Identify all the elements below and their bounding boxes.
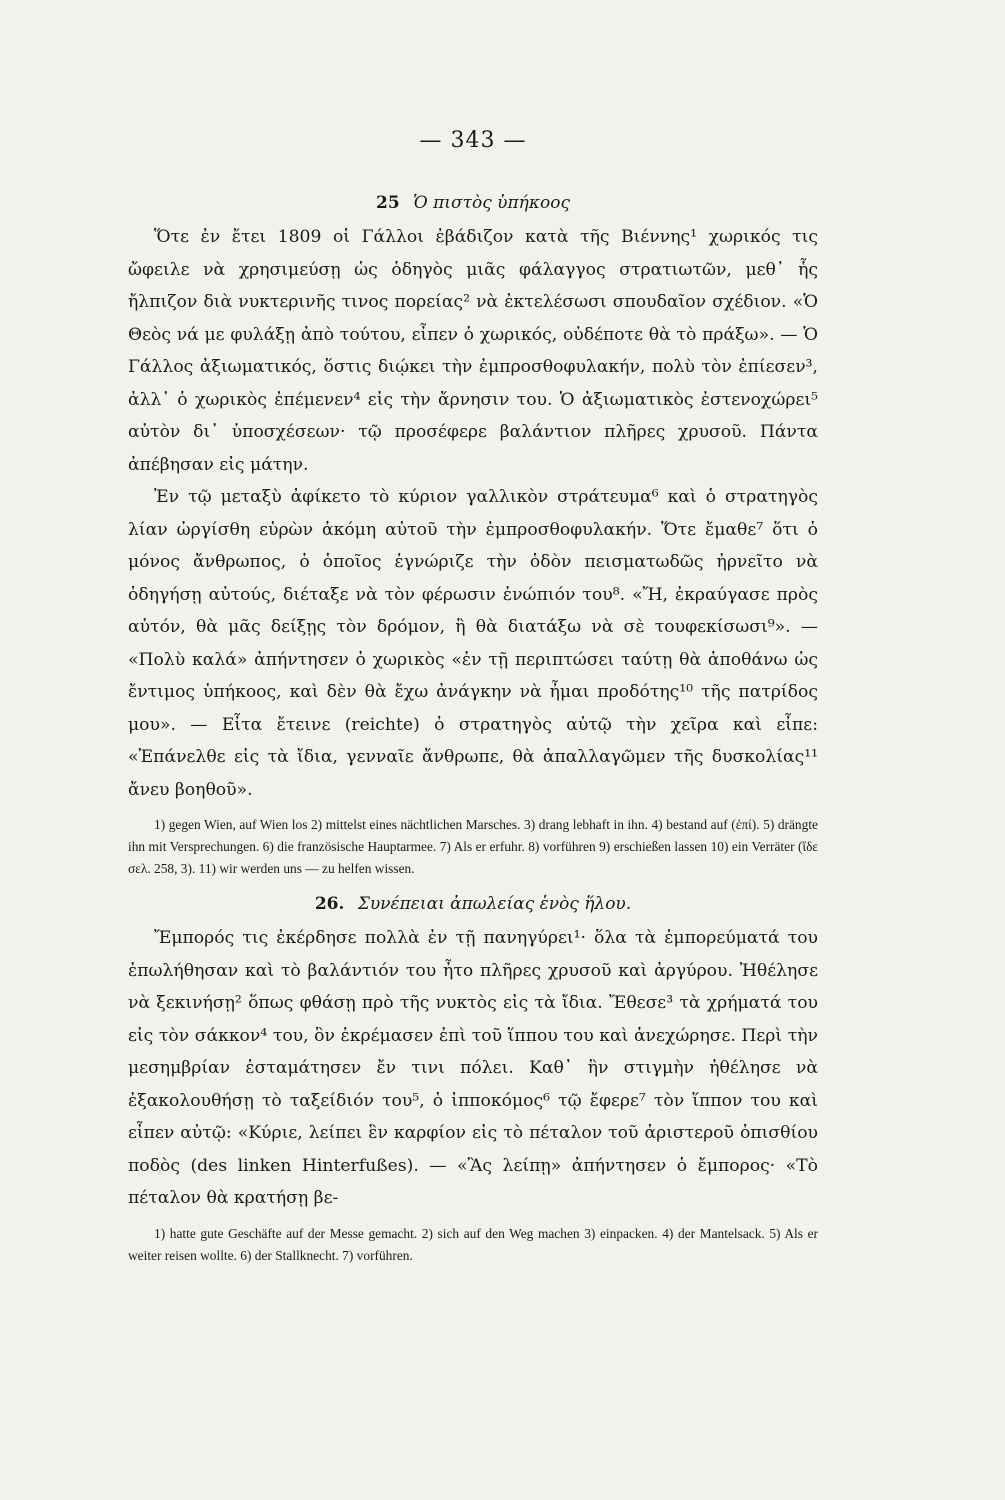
document-page <box>128 128 818 1281</box>
section-title <box>128 193 818 213</box>
section-heading: Συνέπειαι ἀπωλείας ἑνὸς ἥλου. <box>357 894 632 914</box>
footnotes: 1) gegen Wien, auf Wien los 2) mittelst eines nächtlichen Marsches. 3) drang lebhaft in ihn. 4) bestand auf (ἐπί). 5) drängte ihn mit Versprechungen. 6) die französische Hauptarmee. 7) Als er erfuhr. 8) vorführen 9) erschießen lassen 10) ein Verräter (ἴδε σελ. 258, 3). 11) wir werden uns — zu helfen wissen. <box>128 817 818 876</box>
section-number: 26. <box>314 894 345 914</box>
page-number: — 343 — <box>419 128 527 153</box>
section-title <box>128 894 818 914</box>
paragraph: Ὅτε ἐν ἔτει 1809 οἱ Γάλλοι ἐβάδιζον κατὰ τῆς Βιέννης¹ χωρικός τις ὤφειλε νὰ χρησιμεύσῃ ὡς ὁδηγὸς μιᾶς φάλαγγος στρατιωτῶν, μεθ᾽ ἧς ἤλπιζον διὰ νυκτερινῆς τινος πορείας² νὰ ἐκτελέσωσι σπουδαῖον σχέδιον. «Ὁ Θεὸς νά με φυλάξῃ ἀπὸ τούτου, εἶπεν ὁ χωρικός, οὐδέποτε θὰ τὸ πράξω». — Ὁ Γάλλος ἀξιωματικός, ὅστις διῴκει τὴν ἐμπροσθοφυλακήν, πολὺ τὸν ἐπίεσεν³, ἀλλ᾽ ὁ χωρικὸς ἐπέμενεν⁴ εἰς τὴν ἄρνησιν του. Ὁ ἀξιωματικὸς ἐστενοχώρει⁵ αὐτὸν δι᾽ ὑποσχέσεων· τῷ προσέφερε βαλάντιον πλῆρες χρυσοῦ. Πάντα ἀπέβησαν εἰς μάτην. <box>128 227 818 475</box>
section-heading: Ὁ πιστὸς ὑπήκοος <box>413 193 570 213</box>
paragraph: Ἐν τῷ μεταξὺ ἀφίκετο τὸ κύριον γαλλικὸν στράτευμα⁶ καὶ ὁ στρατηγὸς λίαν ὠργίσθη εὑρὼν ἀκόμη αὐτοῦ τὴν ἐμπροσθοφυλακήν. Ὅτε ἔμαθε⁷ ὅτι ὁ μόνος ἄνθρωπος, ὁ ὁποῖος ἐγνώριζε τὴν ὁδὸν πεισματωδῶς ἠρνεῖτο νὰ ὁδηγήσῃ αὐτούς, διέταξε νὰ τὸν φέρωσιν ἐνώπιόν του⁸. «Ἤ, ἐκραύγασε πρὸς αὐτόν, θὰ μᾶς δείξῃς τὸν δρόμον, ἢ θὰ διατάξω νὰ σὲ τουφεκίσωσι⁹». — «Πολὺ καλά» ἀπήντησεν ὁ χωρικὸς «ἐν τῇ περιπτώσει ταύτῃ θὰ ἀποθάνω ὡς ἔντιμος ὑπήκοος, καὶ δὲν θὰ ἔχω ἀνάγκην νὰ ἦμαι προδότης¹⁰ τῆς πατρίδος μου». — Εἶτα ἔτεινε (reichte) ὁ στρατηγὸς αὐτῷ τὴν χεῖρα καὶ εἶπε: «Ἐπάνελθε εἰς τὰ ἴδια, γενναῖε ἄνθρωπε, θὰ ἀπαλλαγῶμεν τῆς δυσκολίας¹¹ ἄνευ βοηθοῦ». <box>128 487 818 800</box>
footnotes: 1) hatte gute Geschäfte auf der Messe gemacht. 2) sich auf den Weg machen 3) einpacken. 4) der Mantelsack. 5) Als er weiter reisen wollte. 6) der Stallknecht. 7) vorführen. <box>128 1225 818 1263</box>
section-number: 25 <box>376 193 400 213</box>
paragraph: Ἔμπορός τις ἐκέρδησε πολλὰ ἐν τῇ πανηγύρει¹· ὅλα τὰ ἐμπορεύματά του ἐπωλήθησαν καὶ τὸ βαλάντιόν του ἦτο πλῆρες χρυσοῦ καὶ ἀργύρου. Ἠθέλησε νὰ ξεκινήσῃ² ὅπως φθάσῃ πρὸ τῆς νυκτὸς εἰς τὰ ἴδια. Ἔθεσε³ τὰ χρήματά του εἰς τὸν σάκκον⁴ του, ὃν ἐκρέμασεν ἐπὶ τοῦ ἵππου του καὶ ἀνεχώρησε. Περὶ τὴν μεσημβρίαν ἐσταμάτησεν ἔν τινι πόλει. Καθ᾽ ἣν στιγμὴν ἠθέλησε νὰ ἐξακολουθήσῃ τὸ ταξείδιόν του⁵, ὁ ἱπποκόμος⁶ τῷ ἔφερε⁷ τὸν ἵππον του καὶ εἶπεν αὐτῷ: «Κύριε, λείπει ἓν καρφίον εἰς τὸ πέταλον τοῦ ἀριστεροῦ ὀπισθίου ποδὸς (des linken Hinterfußes). — «Ἂς λείπῃ» ἀπήντησεν ὁ ἔμπορος· «Τὸ πέταλον θὰ κρατήσῃ βε- <box>128 928 818 1208</box>
section-26 <box>128 894 818 1267</box>
section-25 <box>128 193 818 880</box>
